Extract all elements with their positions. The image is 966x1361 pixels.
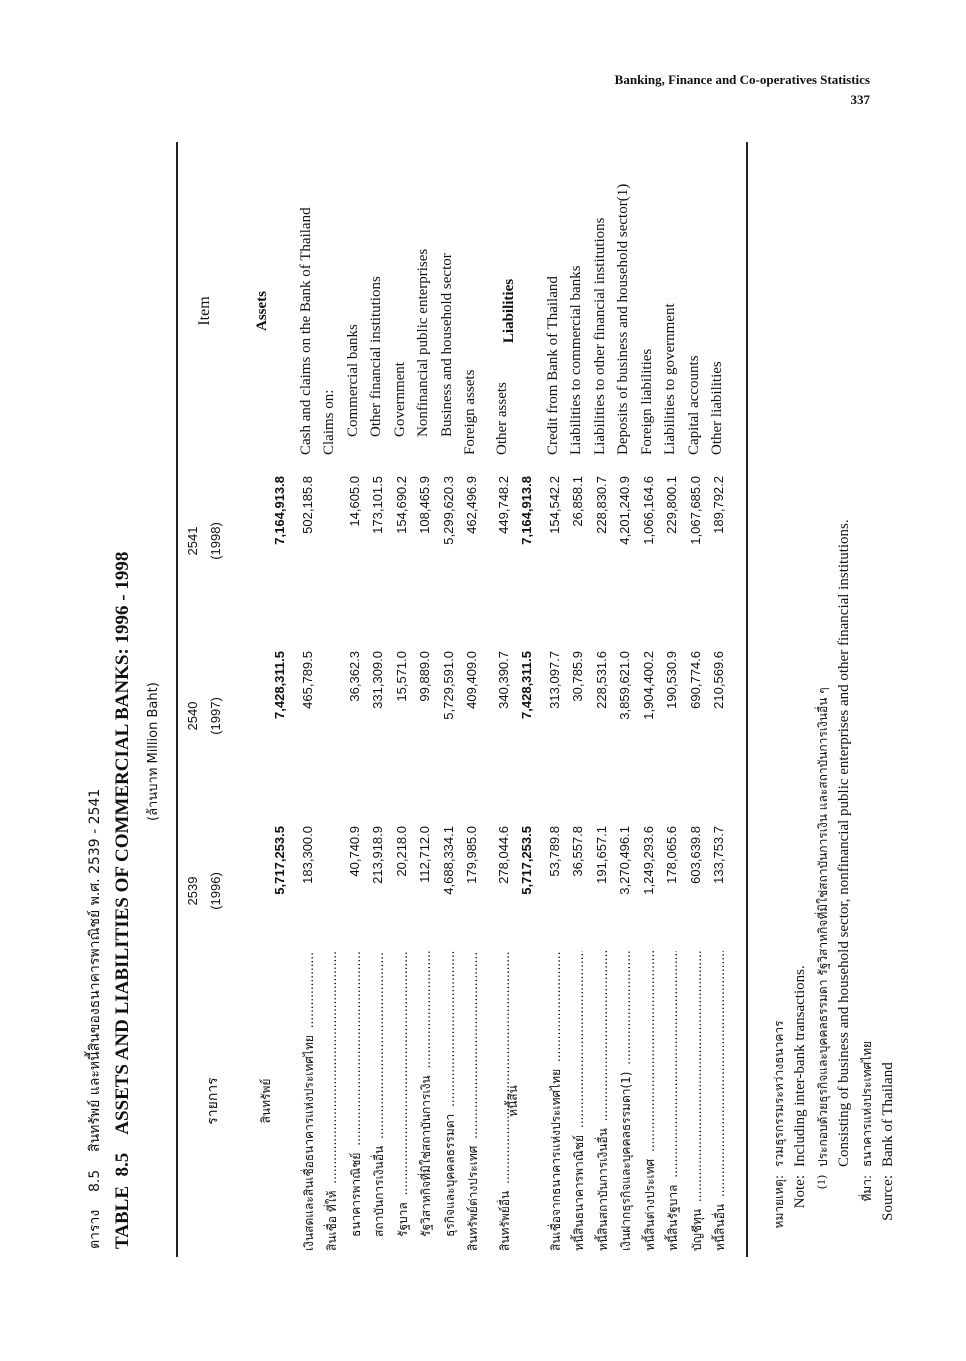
note-label: Note:	[792, 1175, 808, 1209]
thai-row-label-text: หนี้สินสถาบันการเงินอื่น	[596, 1125, 610, 1251]
thai-row-label-text: ธนาคารพาณิชย์	[349, 1150, 363, 1237]
row-label: Credit from Bank of Thailand	[544, 276, 561, 455]
thai-row-label-text: เงินฝากธุรกิจและบุคคลธรรมดา(1)	[619, 1069, 633, 1251]
table-cell: 191,657.1	[593, 826, 609, 884]
row-label: Government	[391, 362, 408, 437]
row-label: Other liabilities	[709, 361, 725, 455]
year-header-1-be: 2539	[185, 876, 200, 906]
table-cell: 133,753.7	[711, 826, 726, 884]
table-cell: 331,309.0	[370, 651, 385, 709]
thai-row-label-text: สินเชื่อ ที่ให้	[325, 1188, 339, 1251]
table-cell: 228,830.7	[593, 476, 609, 534]
thai-row-label	[417, 951, 436, 1237]
table-cell: 1,066,164.6	[640, 476, 656, 545]
thai-section-heading: หนี้สิน	[506, 1085, 520, 1117]
page-number: 337	[850, 92, 870, 107]
note-label: (1)	[814, 1175, 828, 1189]
thai-row-label	[464, 951, 483, 1251]
row-label: Claims on:	[321, 389, 337, 455]
year-header-2-ad: (1997)	[208, 697, 223, 735]
thai-row-label	[300, 951, 319, 1251]
year-header-1-ad: (1996)	[208, 872, 223, 910]
row-label: Other financial institutions	[368, 276, 384, 437]
top-rule	[176, 142, 178, 1257]
thai-row-label	[570, 951, 589, 1251]
unit-label: (ล้านบาท Million Baht)	[146, 682, 161, 821]
year-header-2-be: 2540	[185, 701, 200, 731]
table-cell: 3,270,496.1	[617, 826, 632, 895]
thai-row-label	[594, 951, 613, 1251]
table-cell: 5,299,620.3	[440, 476, 456, 545]
thai-row-label	[664, 951, 683, 1251]
thai-title	[84, 789, 106, 1249]
row-label: Liabilities to commercial banks	[568, 265, 584, 455]
table-cell: 409,409.0	[464, 651, 479, 709]
row-label: Business and household sector	[438, 253, 455, 437]
row-label: Foreign assets	[462, 369, 478, 455]
table-cell: 179,985.0	[464, 826, 479, 884]
thai-row-label-text: หนี้สินอื่น	[713, 1201, 727, 1251]
row-label: Deposits of business and household sector(1)	[615, 183, 631, 455]
note-text: Bank of Thailand	[880, 1062, 896, 1167]
note-text: ธนาคารแห่งประเทศไทย	[860, 1040, 874, 1167]
table-cell: 173,101.5	[370, 476, 385, 534]
table-title-text: ASSETS AND LIABILITIES OF COMMERCIAL BANKS: 1996 - 1998	[112, 551, 133, 1135]
table-title	[112, 552, 134, 1249]
thai-row-label	[617, 951, 636, 1251]
thai-row-label	[347, 951, 366, 1237]
thai-row-label-text: รัฐวิสาหกิจที่มิใช่สถาบันการเงิน	[419, 1072, 433, 1237]
section-heading: Liabilities	[501, 278, 517, 344]
thai-row-label	[441, 951, 460, 1237]
table-cell: 502,185.8	[299, 476, 315, 534]
thai-row-label-text: หนี้สินรัฐบาล	[666, 1182, 680, 1251]
table-cell: 190,530.9	[664, 651, 679, 709]
thai-row-label-text: สินเชื่อจากธนาคารแห่งประเทศไทย	[549, 1066, 563, 1251]
item-header: Item	[196, 296, 213, 326]
table-cell: 112,712.0	[417, 826, 432, 883]
table-cell: 449,748.2	[495, 476, 511, 534]
table-cell: 1,067,685.0	[687, 476, 703, 545]
thai-row-label-text: สินทรัพย์ต่างประเทศ	[466, 1143, 480, 1251]
table-cell: 26,858.1	[570, 476, 585, 527]
bottom-rule	[746, 142, 748, 1257]
note-label: ที่มา:	[860, 1175, 874, 1202]
year-header-3-ad: (1998)	[208, 522, 223, 560]
table-cell: 462,496.9	[464, 476, 479, 534]
table-cell: 99,889.0	[417, 651, 432, 702]
row-label: Liabilities to government	[662, 303, 678, 455]
thai-title-number: 8.5	[87, 1169, 103, 1193]
row-label: Nonfinancial public enterprises	[415, 248, 431, 437]
table-cell: 183,300.0	[299, 826, 315, 884]
row-label: Foreign liabilities	[638, 348, 655, 455]
thai-row-label	[370, 951, 389, 1237]
row-label: Liabilities to other financial institutions	[591, 217, 608, 455]
table-cell: 178,065.6	[664, 826, 679, 884]
table-cell: 154,690.2	[393, 476, 409, 534]
year-header-3-be: 2541	[185, 526, 200, 556]
note-text: ประกอบด้วยธุรกิจและบุคคลธรรมดา รัฐวิสาหกิจที่มิใช่สถาบันการเงิน และสถาบันการเงินอื่น ๆ	[816, 687, 830, 1167]
table-cell: 36,362.3	[346, 651, 362, 702]
note-text: Consisting of business and household sector, nonfinancial public enterprises and other financial institutions.	[836, 519, 852, 1167]
row-label: Other assets	[493, 382, 510, 455]
table-cell: 30,785.9	[570, 651, 585, 702]
table-cell: 1,249,293.6	[640, 826, 656, 895]
thai-row-label	[394, 951, 413, 1237]
table-cell: 7,164,913.8	[519, 476, 534, 545]
table-title-prefix: TABLE	[112, 1185, 133, 1249]
table-cell: 690,774.6	[687, 651, 703, 709]
running-header: Banking, Finance and Co-operatives Statistics	[614, 72, 870, 87]
note-label: Source:	[880, 1175, 896, 1221]
table-cell: 15,571.0	[393, 651, 409, 702]
row-label: Cash and claims on the Bank of Thailand	[297, 207, 314, 455]
note-text: รวมธุรกรรมระหว่างธนาคาร	[772, 1020, 786, 1167]
table-cell: 3,859,621.0	[617, 651, 632, 720]
table-title-number: 8.5	[112, 1152, 133, 1177]
thai-row-label-text: ธุรกิจและบุคคลธรรมดา	[443, 1111, 457, 1237]
row-label: Capital accounts	[685, 355, 702, 455]
thai-row-label-text: เงินสดและสินเชื่อธนาคารแห่งประเทศไทย	[302, 1032, 316, 1251]
table-cell: 4,688,334.1	[440, 826, 456, 895]
table-cell: 7,428,311.5	[519, 651, 534, 719]
note-text: Including inter-bank transactions.	[792, 965, 808, 1167]
thai-row-label-text: รัฐบาล	[396, 1199, 410, 1237]
table-cell: 53,789.8	[546, 826, 562, 877]
thai-row-label-text: บัญชีทุน	[690, 1206, 704, 1251]
table-cell: 465,789.5	[299, 651, 315, 709]
table-cell: 7,164,913.8	[272, 476, 287, 545]
table-cell: 7,428,311.5	[272, 651, 287, 719]
thai-row-label-text: สินทรัพย์อื่น	[498, 1188, 512, 1251]
note-label: หมายเหตุ:	[772, 1175, 786, 1229]
table-cell: 40,740.9	[346, 826, 362, 877]
thai-row-label	[323, 951, 342, 1251]
table-cell: 1,904,400.2	[640, 651, 656, 720]
table-cell: 603,639.8	[687, 826, 703, 884]
table-cell: 5,717,253.5	[272, 826, 287, 895]
table-cell: 36,557.8	[570, 826, 585, 877]
thai-title-prefix: ตาราง	[87, 1209, 103, 1249]
table-cell: 229,800.1	[664, 476, 679, 534]
thai-row-label-text: หนี้สินต่างประเทศ	[643, 1156, 657, 1251]
table-cell: 313,097.7	[546, 651, 562, 709]
thai-row-label	[641, 951, 660, 1251]
table-cell: 20,218.0	[393, 826, 409, 877]
table-cell: 278,044.6	[495, 826, 511, 884]
table-cell: 189,792.2	[711, 476, 726, 534]
section-heading: Assets	[254, 291, 270, 331]
table-cell: 228,531.6	[593, 651, 609, 709]
table-cell: 213,918.9	[370, 826, 385, 884]
table-cell: 210,569.6	[711, 651, 726, 709]
table-cell: 5,717,253.5	[519, 826, 534, 895]
thai-row-label-text: หนี้สินธนาคารพาณิชย์	[572, 1132, 586, 1251]
thai-row-label-text: สถาบันการเงินอื่น	[372, 1143, 386, 1237]
thai-section-heading: สินทรัพย์	[259, 1078, 273, 1124]
table-cell: 14,605.0	[346, 476, 362, 527]
thai-title-text: สินทรัพย์ และหนี้สินของธนาคารพาณิชย์ พ.ศ. 2539 - 2541	[87, 788, 103, 1152]
table-cell: 340,390.7	[495, 651, 511, 709]
thai-item-header: รายการ	[205, 1077, 221, 1125]
table-cell: 108,465.9	[417, 476, 432, 534]
table-cell: 5,729,591.0	[440, 651, 456, 720]
thai-row-label	[547, 951, 566, 1251]
thai-row-label	[688, 951, 707, 1251]
thai-row-label	[711, 951, 730, 1251]
table-cell: 4,201,240.9	[617, 476, 632, 545]
table-cell: 154,542.2	[546, 476, 562, 534]
row-label: Commercial banks	[344, 324, 361, 437]
